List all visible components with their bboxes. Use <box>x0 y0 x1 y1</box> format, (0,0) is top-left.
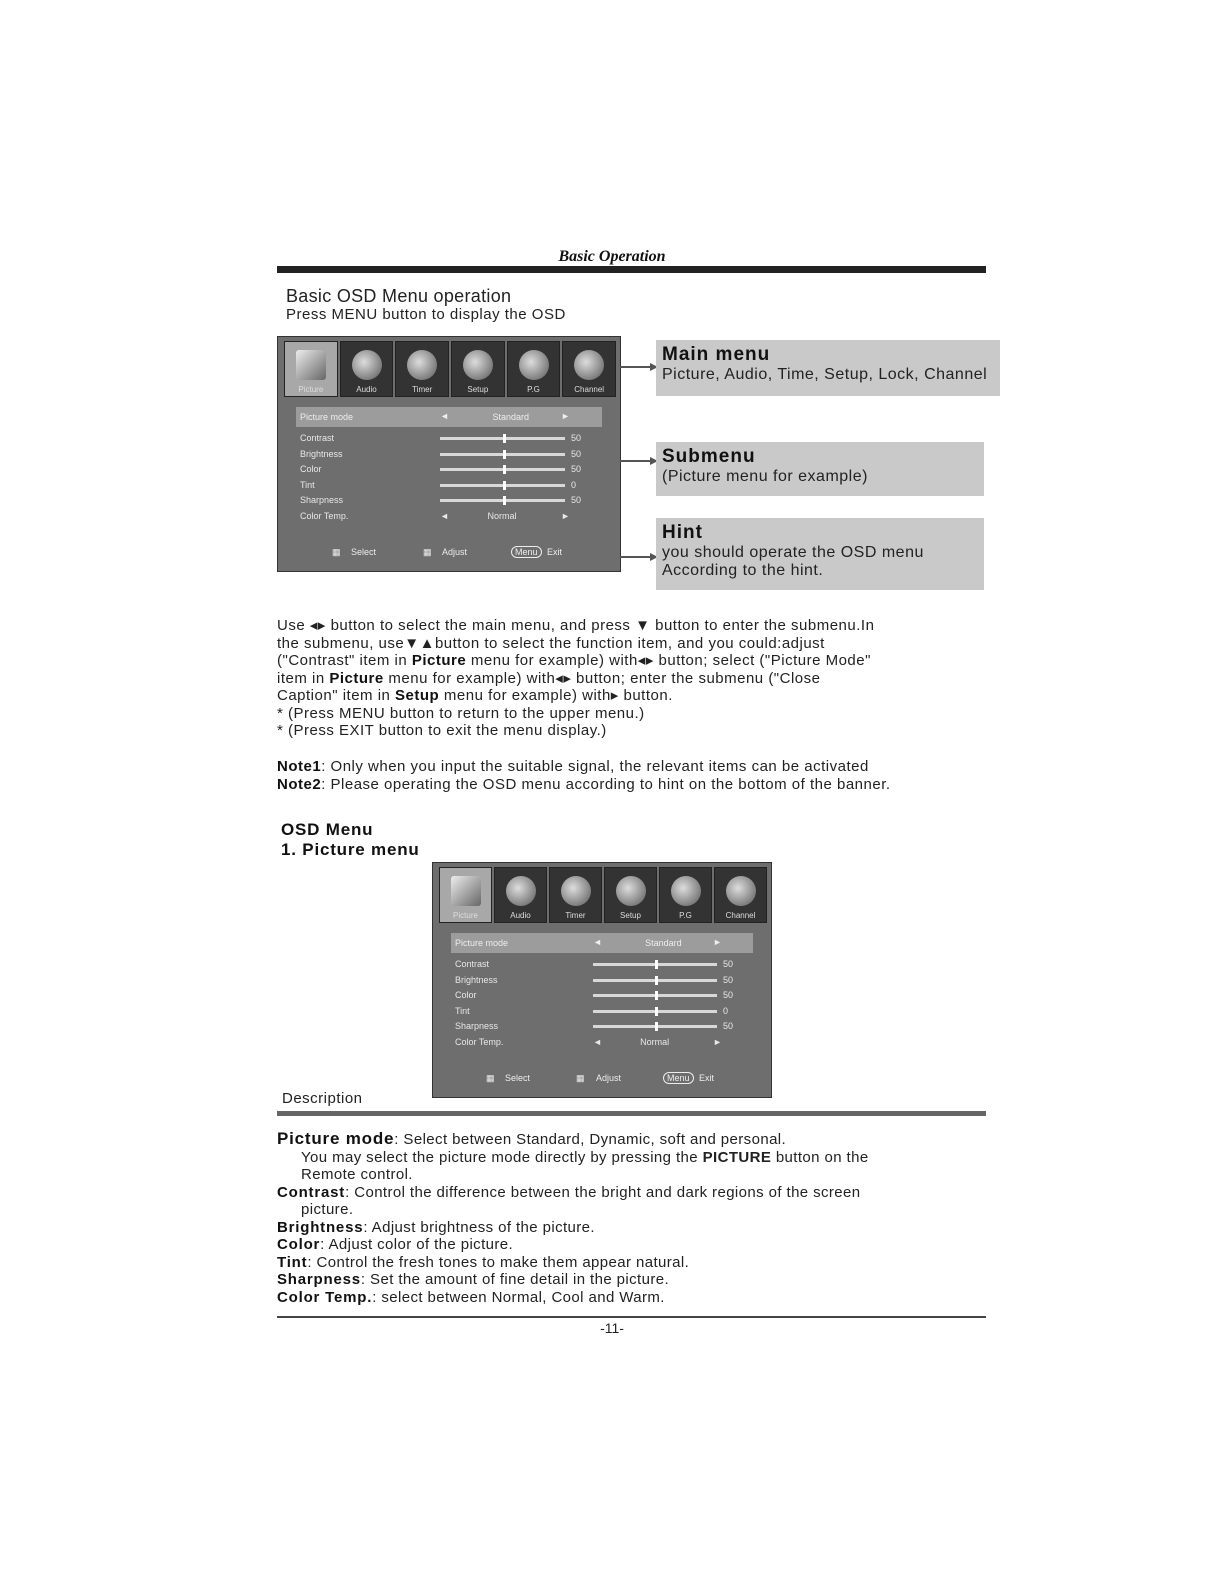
chevron-left-icon[interactable]: ◄ <box>593 937 602 947</box>
osd-icon-label: Audio <box>356 385 377 394</box>
osd-row-value: 50 <box>571 495 582 505</box>
osd-icon-label: Picture <box>298 385 324 394</box>
osd-slider-knob[interactable] <box>655 1022 658 1031</box>
chevron-left-icon[interactable]: ◄ <box>440 411 449 421</box>
osd-row-label: Tint <box>300 479 315 490</box>
term-brightness: Brightness <box>277 1218 364 1236</box>
osd-slider-knob[interactable] <box>503 450 506 459</box>
channel-icon <box>726 876 756 906</box>
osd-slider-knob[interactable] <box>655 960 658 969</box>
osd-row-label: Color <box>455 990 477 1000</box>
osd-row-sharpness[interactable] <box>296 493 602 509</box>
osd-icon-label: Setup <box>620 911 641 920</box>
menu-button-icon: Menu <box>663 1072 694 1084</box>
osd-row-label: Sharpness <box>455 1021 499 1031</box>
adjust-icon: ▦ <box>423 547 432 557</box>
osd-hint-bar <box>286 541 612 565</box>
osd-icon-setup[interactable] <box>451 341 505 397</box>
right-icon: ▸ <box>610 687 619 704</box>
osd-row-value: 50 <box>723 974 734 985</box>
description-list: Picture mode: Select between Standard, Dynamic, soft and personal. You may select the picture mode directly by pressing the PICTURE button on the Remote control. Contrast: Control the difference between the bright and dark regions of the screen picture. Brightness: Adjust brightness of the picture. Color: Adjust color of the picture. Tint: Control the fresh tones to make them appear natural. Sharpness: Set the amount of fine detail in the picture. Color Temp.: select between Normal, Cool and Warm. <box>277 1129 869 1306</box>
instructions-paragraph: Use ◂▸ button to select the main menu, and press ▼ button to enter the submenu.In the submenu, use▼▲button to select the function item, and you could:adjust ("Contrast" item in Picture menu for example) with◂▸ button; select ("Picture Mode" item in Picture menu for example) with◂▸ button; enter the submenu ("Close Caption" item in Setup menu for example) with▸ button. * (Press MENU button to return to the upper menu.) * (Press EXIT button to exit the menu display.) <box>277 617 875 739</box>
osd-hint-adjust: Adjust <box>442 547 468 557</box>
osd-row-contrast[interactable] <box>451 957 753 973</box>
channel-icon <box>574 350 604 380</box>
chevron-right-icon[interactable]: ► <box>561 411 570 421</box>
chevron-right-icon[interactable]: ► <box>713 1036 722 1047</box>
osd-main-menu-icons <box>439 867 767 923</box>
description-rule <box>277 1111 986 1116</box>
osd-row-tint[interactable] <box>451 1004 753 1020</box>
footer-rule <box>277 1316 986 1318</box>
osd-icon-label: Setup <box>467 385 489 394</box>
osd-row-color[interactable] <box>451 988 753 1004</box>
osd-color-temp-value: Normal <box>640 1036 670 1047</box>
osd-row-label: Color Temp. <box>455 1036 504 1047</box>
chevron-left-icon[interactable]: ◄ <box>593 1036 602 1047</box>
osd-row-color[interactable] <box>296 462 602 478</box>
osd-icon-audio[interactable] <box>340 341 394 397</box>
osd-icon-timer[interactable] <box>549 867 602 923</box>
osd-icon-timer[interactable] <box>395 341 449 397</box>
osd-row-value: 0 <box>571 479 577 490</box>
osd-hint-adjust: Adjust <box>596 1073 622 1083</box>
arrow-main-menu <box>620 366 652 368</box>
callout-main-body: Picture, Audio, Time, Setup, Lock, Channel <box>662 366 988 383</box>
osd-icon-label: Picture <box>453 911 478 920</box>
osd-row-brightness[interactable] <box>296 447 602 463</box>
osd-row-value: 50 <box>571 464 582 474</box>
setup-icon <box>616 876 646 906</box>
arrow-hint <box>620 556 652 558</box>
osd-row-value: 50 <box>723 990 734 1000</box>
osd-slider-knob[interactable] <box>503 481 506 490</box>
callout-hint-body1: you should operate the OSD menu <box>662 544 924 561</box>
osd-row-label: Sharpness <box>300 495 344 505</box>
osd-row-label: Tint <box>455 1005 470 1016</box>
notes <box>277 758 977 793</box>
osd-icon-label: Channel <box>574 385 605 394</box>
osd-row-color-temp[interactable] <box>451 1035 753 1051</box>
osd-row-sharpness[interactable] <box>451 1019 753 1035</box>
osd-row-label: Color Temp. <box>300 510 349 521</box>
osd-main-menu-icons <box>284 341 616 397</box>
left-right-icon: ◂▸ <box>637 652 654 669</box>
page-number: -11- <box>600 1320 624 1336</box>
osd-picture-mode-row[interactable] <box>296 407 602 427</box>
osd-picture-mode-value: Standard <box>645 938 682 948</box>
osd-row-label: Picture mode <box>300 412 354 422</box>
osd-icon-audio[interactable] <box>494 867 547 923</box>
osd-slider-knob[interactable] <box>503 496 506 505</box>
osd-icon-channel[interactable] <box>562 341 616 397</box>
osd-icon-channel[interactable] <box>714 867 767 923</box>
chevron-right-icon[interactable]: ► <box>561 510 570 521</box>
osd-picture-mode-row[interactable] <box>451 933 753 953</box>
callout-sub-title: Submenu <box>662 446 756 467</box>
osd-row-contrast[interactable] <box>296 431 602 447</box>
callout-hint-body2: According to the hint. <box>662 562 824 579</box>
picture-icon <box>296 350 326 380</box>
osd-screenshot <box>277 336 621 572</box>
term-color-temp: Color Temp. <box>277 1288 373 1306</box>
audio-icon <box>506 876 536 906</box>
osd-icon-label: Timer <box>412 385 433 394</box>
page-header-title: Basic Operation <box>558 248 666 265</box>
note2-text: : Please operating the OSD menu according to hint on the bottom of the banner. <box>321 775 891 793</box>
callout-hint-title: Hint <box>662 522 703 543</box>
term-contrast: Contrast <box>277 1183 346 1201</box>
osd-row-label: Contrast <box>455 959 490 969</box>
osd-row-brightness[interactable] <box>451 973 753 989</box>
timer-icon <box>407 350 437 380</box>
osd-icon-pg[interactable] <box>659 867 712 923</box>
section-subtitle: Press MENU button to display the OSD <box>286 306 566 323</box>
osd-row-value: 0 <box>723 1005 729 1016</box>
description-label: Description <box>282 1090 363 1107</box>
term-sharpness: Sharpness <box>277 1271 361 1288</box>
chevron-left-icon[interactable]: ◄ <box>440 510 449 521</box>
setup-icon <box>463 350 493 380</box>
osd-row-color-temp[interactable] <box>296 509 602 525</box>
osd-slider-knob[interactable] <box>655 976 658 985</box>
osd-menu-title: OSD Menu <box>281 820 374 839</box>
section-title: Basic OSD Menu operation <box>286 286 512 306</box>
osd-hint-select: Select <box>505 1073 531 1083</box>
select-icon: ▦ <box>332 547 341 557</box>
osd-icon-label: P.G <box>679 911 692 920</box>
osd-slider-knob[interactable] <box>503 434 506 443</box>
callout-hint <box>656 518 984 590</box>
osd-picture-mode-value: Standard <box>492 412 530 422</box>
chevron-right-icon[interactable]: ► <box>713 937 722 947</box>
osd-icon-label: Channel <box>725 911 756 920</box>
picture-icon <box>451 876 481 906</box>
osd-row-label: Contrast <box>300 433 335 443</box>
osd-row-value: 50 <box>571 448 582 459</box>
osd-hint-exit: Exit <box>699 1073 715 1083</box>
note2-label: Note2 <box>277 775 322 793</box>
osd-color-temp-value: Normal <box>487 510 517 521</box>
osd-icon-pg[interactable] <box>507 341 561 397</box>
note1-text: : Only when you input the suitable signal, the relevant items can be activated <box>321 758 869 775</box>
osd-icon-picture[interactable] <box>284 341 338 397</box>
note1-label: Note1 <box>277 758 322 775</box>
osd-row-label: Brightness <box>300 448 343 459</box>
left-right-icon: ◂▸ <box>309 617 326 634</box>
osd-row-value: 50 <box>723 1021 734 1031</box>
osd-slider-knob[interactable] <box>655 991 658 1000</box>
down-up-icon: ▼▲ <box>404 634 435 652</box>
osd-row-tint[interactable] <box>296 478 602 494</box>
left-right-icon: ◂▸ <box>555 669 572 687</box>
osd-submenu <box>296 407 602 524</box>
osd-hint-select: Select <box>351 547 377 557</box>
osd-icon-setup[interactable] <box>604 867 657 923</box>
osd-screenshot-picture-menu <box>432 862 772 1098</box>
adjust-icon: ▦ <box>576 1073 585 1083</box>
callout-main-title: Main menu <box>662 344 771 365</box>
term-picture-mode: Picture mode <box>277 1129 395 1148</box>
osd-hint-exit: Exit <box>547 547 563 557</box>
pg-icon <box>671 876 701 906</box>
osd-icon-picture[interactable] <box>439 867 492 923</box>
osd-slider-knob[interactable] <box>655 1007 658 1016</box>
picture-menu-title: 1. Picture menu <box>281 840 420 859</box>
menu-button-icon: Menu <box>511 546 542 558</box>
term-color: Color <box>277 1236 321 1253</box>
osd-row-label: Color <box>300 464 322 474</box>
osd-slider-knob[interactable] <box>503 465 506 474</box>
header-rule <box>277 266 986 273</box>
term-tint: Tint <box>277 1253 308 1271</box>
arrow-submenu <box>620 460 652 462</box>
osd-row-label: Brightness <box>455 974 498 985</box>
osd-icon-label: Audio <box>510 911 531 920</box>
down-icon: ▼ <box>635 617 651 634</box>
callout-submenu <box>656 442 984 496</box>
callout-main-menu <box>656 340 1000 396</box>
audio-icon <box>352 350 382 380</box>
osd-row-label: Picture mode <box>455 938 509 948</box>
select-icon: ▦ <box>486 1073 495 1083</box>
osd-hint-bar <box>441 1067 763 1091</box>
osd-icon-label: P.G <box>527 385 540 394</box>
timer-icon <box>561 876 591 906</box>
callout-sub-body: (Picture menu for example) <box>662 468 868 485</box>
osd-row-value: 50 <box>723 959 734 969</box>
osd-row-value: 50 <box>571 433 582 443</box>
pg-icon <box>519 350 549 380</box>
osd-submenu <box>451 933 753 1050</box>
osd-icon-label: Timer <box>565 911 586 920</box>
